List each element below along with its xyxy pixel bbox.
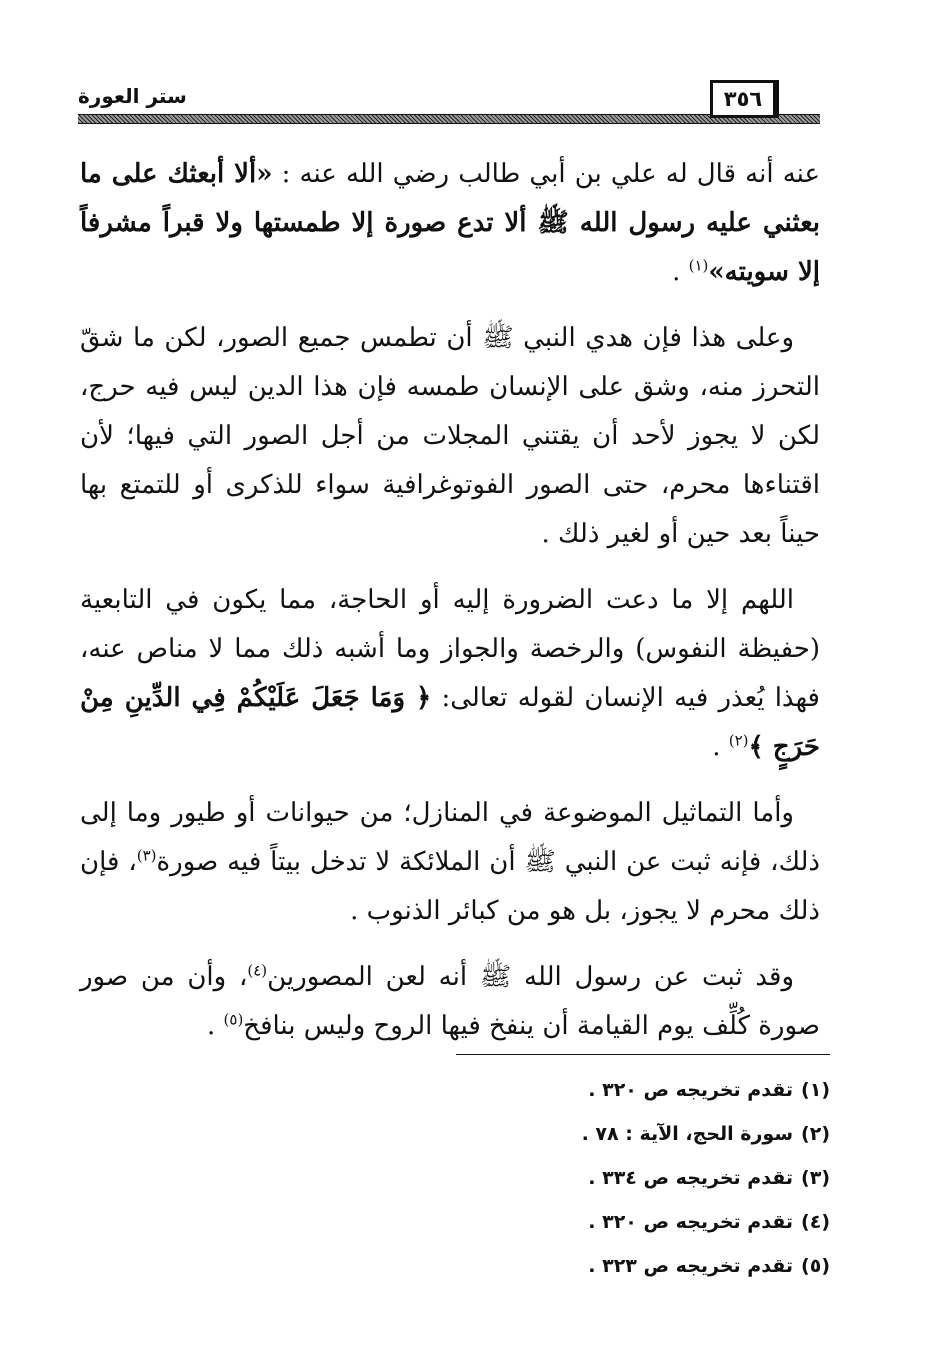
footnote-ref-3: (٣) <box>136 846 157 865</box>
footnote-ref-4: (٤) <box>247 961 268 980</box>
footnote-5-number: (٥) <box>801 1255 830 1277</box>
footnote-divider <box>456 1054 830 1055</box>
paragraph-5-end: . <box>206 1011 224 1041</box>
page-number: ٣٥٦ <box>710 80 776 118</box>
paragraph-4 <box>80 789 820 936</box>
paragraph-1 <box>80 150 820 297</box>
footnote-2-text: سورة الحج، الآية : ٧٨ . <box>581 1123 794 1145</box>
paragraph-3-end: . <box>712 732 729 762</box>
footnote-2-number: (٢) <box>801 1123 830 1145</box>
footnotes <box>456 1068 830 1288</box>
paragraph-3 <box>80 576 820 772</box>
footnote-3 <box>456 1156 830 1200</box>
header-rule <box>78 114 820 124</box>
hadith-quote: «ألا أبعثك على ما بعثني عليه رسول الله ﷺ ألا تدع صورة إلا طمستها ولا قبراً مشرفاً إلا سويته» <box>80 159 820 287</box>
paragraph-4-text: وأما التماثيل الموضوعة في المنازل؛ من حيوانات أو طيور وما إلى ذلك، فإنه ثبت عن النبي ﷺ أن الملائكة لا تدخل بيتاً فيه صورة <box>80 798 820 877</box>
footnote-3-text: تقدم تخريجه ص ٣٣٤ . <box>588 1167 794 1189</box>
footnote-ref-5: (٥) <box>223 1010 244 1029</box>
footnote-5 <box>456 1244 830 1288</box>
footnote-ref-1: (١) <box>688 256 709 275</box>
footnote-5-text: تقدم تخريجه ص ٣٢٣ . <box>588 1255 794 1277</box>
page-header <box>78 80 820 124</box>
paragraph-1-end: . <box>672 257 689 287</box>
footnote-1 <box>456 1068 830 1112</box>
footnote-4 <box>456 1200 830 1244</box>
main-text <box>80 150 820 1068</box>
footnote-1-number: (١) <box>801 1079 830 1101</box>
footnote-3-number: (٣) <box>801 1167 830 1189</box>
quran-verse: ﴿ وَمَا جَعَلَ عَلَيْكُمْ فِي الدِّينِ مِنْ حَرَجٍ ﴾ <box>80 683 820 762</box>
paragraph-1-text: عنه أنه قال له علي بن أبي طالب رضي الله عنه : <box>272 159 820 189</box>
book-title: ستر العورة <box>78 84 187 108</box>
footnote-4-text: تقدم تخريجه ص ٣٢٠ . <box>588 1211 794 1233</box>
paragraph-4-text-b: ، فإن ذلك محرم لا يجوز، بل هو من كبائر الذنوب . <box>80 847 820 926</box>
paragraph-5-text: وقد ثبت عن رسول الله ﷺ أنه لعن المصورين <box>267 962 795 992</box>
paragraph-5-text-b: ، وأن من صور صورة كُلِّف يوم القيامة أن ينفخ فيها الروح وليس بنافخ <box>80 962 820 1041</box>
footnote-2 <box>456 1112 830 1156</box>
paragraph-5 <box>80 953 820 1051</box>
footnote-4-number: (٤) <box>801 1211 830 1233</box>
footnote-ref-2: (٢) <box>728 731 749 750</box>
paragraph-2: وعلى هذا فإن هدي النبي ﷺ أن تطمس جميع الصور، لكن ما شقّ التحرز منه، وشق على الإنسان طمسه فإن هذا الدين ليس فيه حرج، لكن لا يجوز لأحد أن يقتني المجلات من أجل الصور التي فيها؛ لأن اقتناءها محرم، حتى الصور الفوتوغرافية سواء للذكرى أو للتمتع بها حيناً بعد حين أو لغير ذلك . <box>80 323 820 549</box>
paragraph-3-text: اللهم إلا ما دعت الضرورة إليه أو الحاجة، مما يكون في التابعية (حفيظة النفوس) والرخصة والجواز وما أشبه ذلك مما لا مناص عنه، فهذا يُعذر فيه الإنسان لقوله تعالى: <box>80 585 820 713</box>
footnote-1-text: تقدم تخريجه ص ٣٢٠ . <box>588 1079 794 1101</box>
